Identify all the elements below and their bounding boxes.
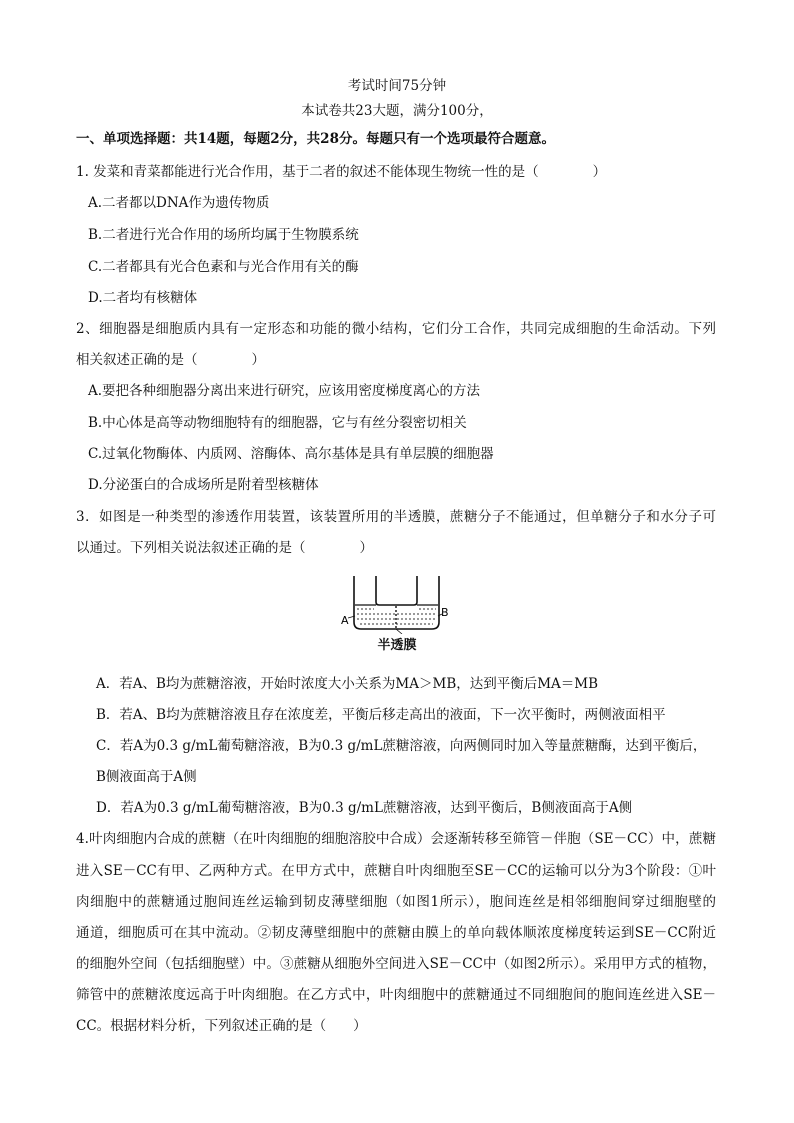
label-b: B (441, 606, 449, 619)
q4-line7: CC。根据材料分析，下列叙述正确的是（ ） (76, 1018, 367, 1034)
q1-option-a: A.二者都以DNA作为遗传物质 (88, 195, 270, 211)
label-a: A (341, 614, 349, 627)
section-title: 一、单项选择题：共14题，每题2分，共28分。每题只有一个选项最符合题意。 (76, 131, 555, 147)
q1-stem: 1. 发菜和青菜都能进行光合作用，基于二者的叙述不能体现生物统一性的是（ ） (76, 164, 607, 180)
q3-option-b: B．若A、B均为蔗糖溶液且存在浓度差，平衡后移走高出的液面，下一次平衡时，两侧液面相平 (96, 707, 666, 723)
q3-option-d: D．若A为0.3 g/mL葡萄糖溶液，B为0.3 g/mL蔗糖溶液，达到平衡后，B侧液面高于A侧 (96, 800, 633, 816)
q4-line6: 筛管中的蔗糖浓度远高于叶肉细胞。在乙方式中，叶肉细胞中的蔗糖通过不同细胞间的胞间连丝进入SE－ (76, 987, 716, 1003)
membrane-caption: 半透膜 (377, 638, 417, 653)
q4-line3: 肉细胞中的蔗糖通过胞间连丝运输到韧皮薄壁细胞（如图1所示），胞间连丝是相邻细胞间穿过细胞壁的 (76, 894, 716, 910)
exam-info: 本试卷共23大题，满分100分， (301, 103, 493, 119)
q2-option-c: C.过氧化物酶体、内质网、溶酶体、高尔基体是具有单层膜的细胞器 (88, 446, 494, 462)
q3-option-c-line1: C．若A为0.3 g/mL葡萄糖溶液，B为0.3 g/mL蔗糖溶液，向两侧同时加入等量蔗糖酶，达到平衡后， (96, 738, 707, 754)
q2-option-d: D.分泌蛋白的合成场所是附着型核糖体 (88, 477, 319, 493)
q4-line4: 通道，细胞质可在其中流动。②韧皮薄壁细胞中的蔗糖由膜上的单向载体顺浓度梯度转运到SE－CC附近 (76, 925, 716, 941)
q2-option-b: B.中心体是高等动物细胞特有的细胞器，它与有丝分裂密切相关 (88, 415, 467, 431)
q4-line1: 4.叶肉细胞内合成的蔗糖（在叶肉细胞的细胞溶胶中合成）会逐渐转移至筛管－伴胞（SE－CC）中，蔗糖 (76, 831, 716, 847)
exam-time: 考试时间75分钟 (347, 78, 447, 94)
q1-option-b: B.二者进行光合作用的场所均属于生物膜系统 (88, 227, 359, 243)
q2-stem-line2: 相关叙述正确的是（ ） (76, 352, 265, 368)
q2-option-a: A.要把各种细胞器分离出来进行研究，应该用密度梯度离心的方法 (88, 383, 481, 399)
u-tube-svg (340, 572, 450, 634)
q4-line5: 的细胞外空间（包括细胞壁）中。③蔗糖从细胞外空间进入SE－CC中（如图2所示）。采用甲方式的植物， (76, 956, 716, 972)
q3-option-c-line2: B侧液面高于A侧 (96, 769, 197, 785)
q2-stem-line1: 2、细胞器是细胞质内具有一定形态和功能的微小结构，它们分工合作，共同完成细胞的生命活动。下列 (76, 321, 716, 337)
q3-stem-line1: 3．如图是一种类型的渗透作用装置，该装置所用的半透膜，蔗糖分子不能通过，但单糖分子和水分子可 (76, 509, 716, 525)
q1-option-d: D.二者均有核糖体 (88, 290, 198, 306)
q3-option-a: A．若A、B均为蔗糖溶液，开始时浓度大小关系为MA＞MB，达到平衡后MA＝MB (96, 676, 599, 692)
q4-line2: 进入SE－CC有甲、乙两种方式。在甲方式中，蔗糖自叶肉细胞至SE－CC的运输可以分为3个阶段：①叶 (76, 863, 716, 879)
q1-option-c: C.二者都具有光合色素和与光合作用有关的酶 (88, 259, 359, 275)
q3-stem-line2: 以通过。下列相关说法叙述正确的是（ ） (76, 540, 373, 556)
